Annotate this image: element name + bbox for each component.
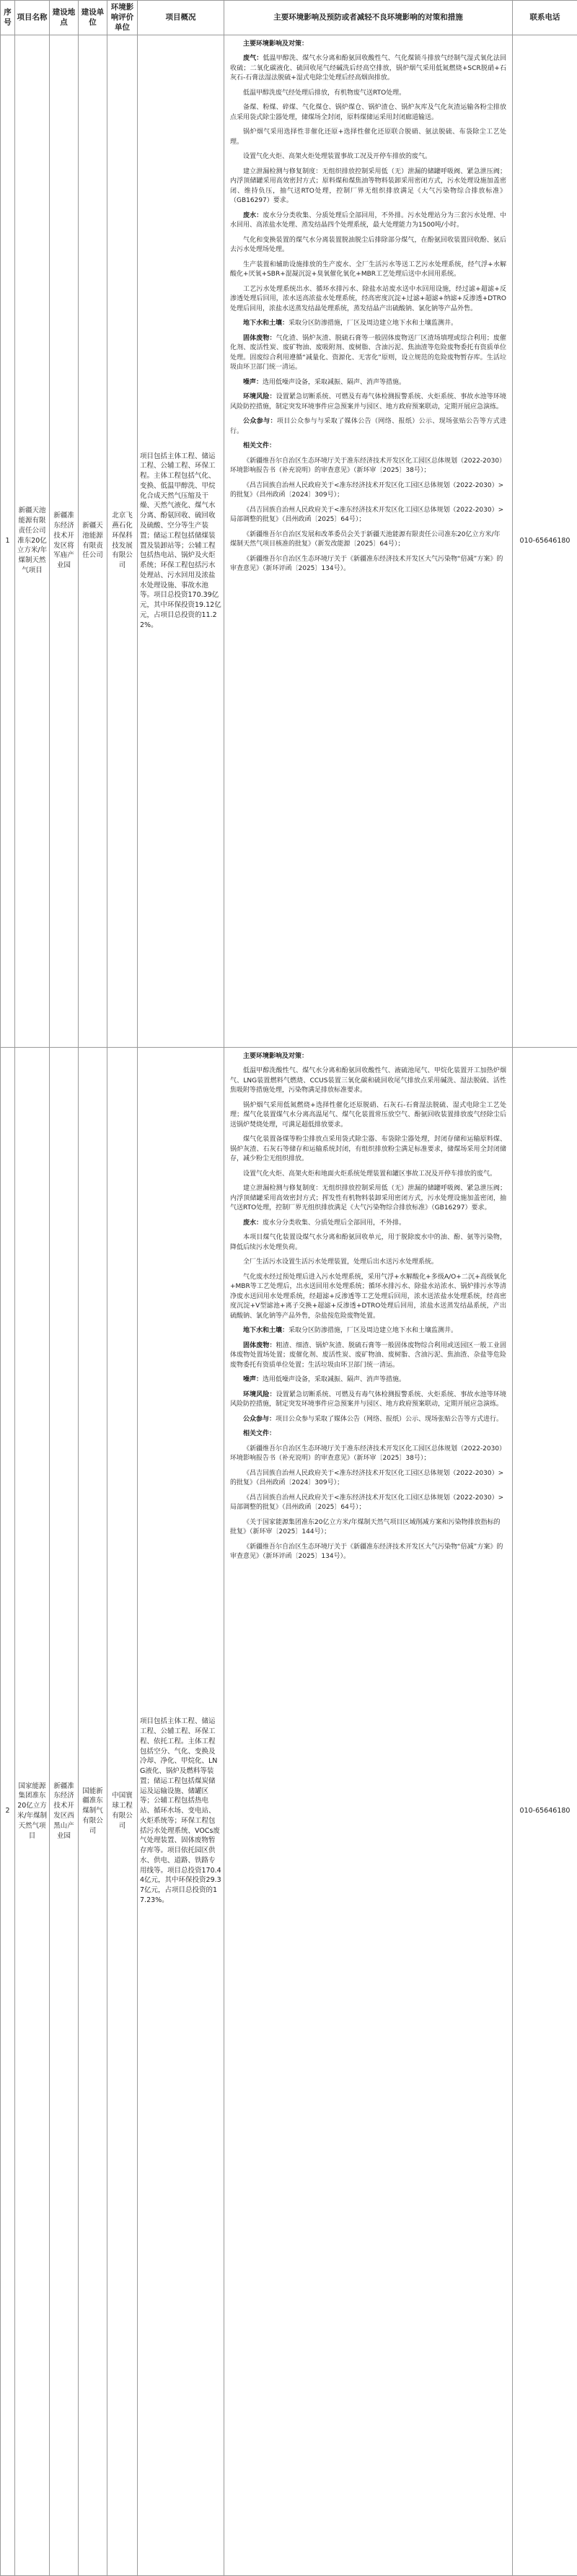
measure-text: 煤气化装置备煤等粉尘排放点采用袋式除尘器、布袋除尘器处理，封闭存储和运输原料煤、锅炉灰渣、石灰石等储存和运输系统封闭，有组织排放粉尘满足标准要求，储煤场采用全封闭储存，减少粉尘无组织排放。 <box>230 1136 506 1162</box>
measure-heading: 地下水和土壤： <box>243 320 288 327</box>
measure-text: 低温甲醇洗废气经处理后排放，有机物废气送RTO处理。 <box>243 89 405 97</box>
measure-text: 锅炉烟气采用低氮燃烧+选择性催化还原脱硝、石灰石-石膏湿法脱硫、湿式电除尘工艺处理；煤气化装置煤气水分离高温尾气、煤气化装置常压放空气、酚氨回收装置排放废气经除尘后送锅炉焚烧处理，可满足超低排放要求。 <box>230 1102 506 1129</box>
measure-paragraph <box>230 1341 506 1371</box>
measure-heading: 固体废物： <box>243 335 276 342</box>
measure-text: 本项目煤气化装置设煤气水分离和酚氨回收单元，用于脱除废水中的油、酚、氨等污染物，降低后续污水处理负荷。 <box>230 1234 506 1251</box>
measure-paragraph <box>230 1375 506 1385</box>
row-measures <box>224 35 513 1047</box>
reference-document: 《昌吉回族自治州人民政府关于<准东经济技术开发区化工园区总体规划（2022-2030）>局部调整的批复》（昌州政函〔2025〕64号）； <box>230 1494 506 1513</box>
measure-heading: 相关文件： <box>243 442 276 450</box>
measure-paragraph <box>230 378 506 388</box>
row-company: 新疆天池能源有限责任公司 <box>79 35 107 1047</box>
measure-text: 建立泄漏检测与修复制度：无组织排放控制采用低（无）泄漏的储罐呼吸阀、紧急泄压阀；内浮顶储罐采用高效密封方式；挥发性有机物料装卸采用密闭方式，污水处理设施加盖密闭，抽气送RTO处理，控制厂界无组织排放满足《大气污染物综合排放标准》（GB16297）要求。 <box>230 1185 506 1212</box>
row-location: 新疆准东经济技术开发区西黑山产业园 <box>50 1047 79 2575</box>
measure-text: 设置气化火炬、高架火炬处理装置事故工况及开停车排放的废气。 <box>243 153 431 160</box>
reference-document: 《新疆维吾尔自治区生态环境厅关于《新疆准东经济技术开发区大气污染物“倍减”方案》的审查意见》（新环评函〔2025〕134号）。 <box>230 555 506 574</box>
measure-heading: 环境风险： <box>243 1391 276 1398</box>
row-overview: 项目包括主体工程、储运工程、公辅工程、环保工程。主体工程包括气化、变换、低温甲醇洗、甲烷化合成天然气压缩及干燥、天然气液化、煤气水分离、酚氨回收、硫回收及硫酸、空分等生产装置；储运工程包括储煤装置及装卸站等；公辅工程包括热电站、锅炉及火炬系统；环保工程包括污水处理站、污水回用及浓盐水处理设施、事故水池等。项目总投资170.39亿元，其中环保投资19.12亿元，占项目总投资的11.22%。 <box>138 35 224 1047</box>
measure-text: 设置紧急切断系统、可燃及有毒气体检测报警系统、火炬系统、事故水池等环境风险防控措施，制定突发环境事件应急预案并与园区、地方政府预案联动，定期开展应急演练。 <box>230 1391 506 1409</box>
measure-text: 项目公众参与采取了媒体公告（网络、报纸）公示、现场张贴公告等方式进行。 <box>276 1416 503 1423</box>
table-row <box>1 1047 577 2575</box>
measure-paragraph <box>230 128 506 147</box>
measure-text: 采取分区防渗措施，厂区及周边建立地下水和土壤监测井。 <box>288 320 457 327</box>
measure-text: 建立泄漏检测与修复制度：无组织排放控制采用低（无）泄漏的储罐呼吸阀、紧急泄压阀；内浮顶储罐采用高效密封方式；原料煤和煤焦油等物料装卸采用密闭方式，污水处理设施加盖密闭、维持负压，抽气送RTO处理，控制厂界无组织排放满足《大气污染物综合排放标准》（GB16297）要求。 <box>230 168 506 205</box>
reference-document: 《昌吉回族自治州人民政府关于<准东经济技术开发区化工园区总体规划（2022-2030）>的批复》（昌州政函〔2024〕309号）； <box>230 481 506 501</box>
measure-paragraph <box>230 1390 506 1410</box>
reference-document: 《新疆维吾尔自治区生态环境厅关于准东经济技术开发区化工园区总体规划（2022-2030）环境影响报告书（补充说明）的审查意见》（新环审〔2025〕38号）； <box>230 1445 506 1464</box>
measure-paragraph <box>230 167 506 206</box>
reference-document: 《新疆维吾尔自治区发展和改革委员会关于新疆天池能源有限责任公司准东20亿立方米/年煤制天然气项目核准的批复》（新发改能源〔2025〕64号）； <box>230 530 506 550</box>
measure-heading: 环境风险： <box>243 393 276 400</box>
header-company: 建设单位 <box>79 1 107 35</box>
measure-paragraph <box>230 1101 506 1131</box>
header-location: 建设地点 <box>50 1 79 35</box>
measure-paragraph <box>230 89 506 99</box>
row-evaluator: 北京飞燕石化环保科技发展有限公司 <box>107 35 138 1047</box>
measure-text: 采取分区防渗措施，厂区及周边建立地下水和土壤监测井。 <box>288 1327 457 1334</box>
measure-text: 设置气化火炬、高架火炬和地面火炬系统处理装置和罐区事故工况及开停车排放的废气。 <box>243 1170 496 1178</box>
measure-text: 废水分分类收集、分质处理后全部回用，不外排。污水处理站分为三套污水处理、中水回用、高浓盐水处理、蒸发结晶四个处理系统，最大处理能力为1500吨/小时。 <box>230 212 506 229</box>
measure-paragraph <box>230 1415 506 1425</box>
header-seq: 序号 <box>1 1 15 35</box>
row-project-name: 国家能源集团准东20亿立方米/年煤制天然气项目 <box>15 1047 50 2575</box>
measure-paragraph <box>230 393 506 412</box>
row-seq: 2 <box>1 1047 15 2575</box>
row-phone: 010-65646180 <box>513 35 577 1047</box>
reference-document: 《昌吉回族自治州人民政府关于<准东经济技术开发区化工园区总体规划（2022-2030）>的批复》（昌州政函〔2024〕309号）； <box>230 1469 506 1489</box>
measure-text: 锅炉烟气采用选择性非催化还原+选择性催化还原联合脱硝、氨法脱硫、布袋除尘工艺处理。 <box>230 128 506 146</box>
measure-paragraph <box>230 1135 506 1165</box>
header-measures: 主要环境影响及预防或者减轻不良环境影响的对策和措施 <box>224 1 513 35</box>
reference-document: 《新疆维吾尔自治区生态环境厅关于《新疆准东经济技术开发区大气污染物“倍减”方案》的审查意见》（新环评函〔2025〕134号）。 <box>230 1543 506 1562</box>
measure-paragraph <box>230 260 506 280</box>
measure-heading: 公众参与： <box>243 418 277 425</box>
header-phone: 联系电话 <box>513 1 577 35</box>
measure-heading: 噪声： <box>243 1376 263 1383</box>
measure-text: 选用低噪声设备，采取减振、隔声、消声等措施。 <box>263 379 405 386</box>
measure-text: 低温甲醇洗酸性气、煤气水分离和酚氨回收酸性气、液硫池尾气、甲烷化装置开工加热炉烟气、LNG装置燃料气燃烧、CCUS装置三氧化碳和硫回收尾气排放点采用碱洗、湿法脱硫、活性焦吸附等措施处理，污染物满足排放标准要求。 <box>230 1067 506 1094</box>
measure-heading: 废气： <box>243 55 263 62</box>
measure-heading: 公众参与： <box>243 1416 276 1423</box>
reference-document: 《新疆维吾尔自治区生态环境厅关于准东经济技术开发区化工园区总体规划（2022-2030）环境影响报告书（补充说明）的审查意见》（新环审〔2025〕38号）； <box>230 457 506 476</box>
measure-paragraph <box>230 211 506 231</box>
measure-paragraph <box>230 1326 506 1336</box>
measure-paragraph <box>230 1233 506 1253</box>
row-evaluator: 中国寰球工程有限公司 <box>107 1047 138 2575</box>
measure-paragraph <box>230 285 506 315</box>
measure-paragraph <box>230 1170 506 1180</box>
measure-heading: 废水： <box>243 212 263 219</box>
measure-paragraph <box>230 236 506 255</box>
measure-text: 废水分分类收集、分质处理后全部回用，不外排。 <box>263 1219 405 1227</box>
measure-text: 气化和变换装置的煤气水分离装置脱油脱尘后排除部分煤气，在酚氨回收装置回收酚、氨后去污水处理场处理。 <box>230 237 506 254</box>
measure-text: 工艺污水处理系统出水、循环水排污水、除盐水站废水送中水回用设施，经过滤+超滤+反渗透处理后回用，浓水送高浓盐水处理系统，经高密度沉淀+过滤+超滤+纳滤+反渗透+DTRO处理后回用，浓盐水送蒸发结晶处理系统，蒸发结晶产出硫酸钠、氯化钠等产品外售。 <box>230 286 506 312</box>
row-location: 新疆准东经济技术开发区将军庙产业园 <box>50 35 79 1047</box>
measure-paragraph <box>230 103 506 123</box>
header-evaluator: 环境影响评价单位 <box>107 1 138 35</box>
header-row <box>1 1 577 35</box>
measure-text: 气化废水经过预处理后进入污水处理系统，采用气浮+水解酸化+多级A/O+二沉+高级氧化+MBR等工艺处理后，出水送回用水处理系统；循环水排污水、除盐水站浓水、锅炉排污水等清净废水送回用水处理系统，经超滤+反渗透等工艺处理后回用，浓水送浓盐水处理系统，经高密度沉淀+V型滤池+离子交换+超滤+反渗透+DTRO处理后回用，浓盐水送蒸发结晶系统，产出硫酸钠、氯化钠等产品外售，杂盐按危险废物处置。 <box>230 1274 506 1320</box>
measure-text: 项目公众参与与采取了媒体公告（网络、报纸）公示、现场张贴公告等方式进行。 <box>230 418 506 435</box>
reference-document: 《关于国家能源集团准东20亿立方米/年煤制天然气项目区域削减方案和污染物排放指标的批复》（新环审〔2025〕144号）； <box>230 1518 506 1538</box>
measure-heading: 相关文件： <box>243 1430 276 1437</box>
measure-heading: 主要环境影响及对策： <box>243 40 308 48</box>
reference-document: 《昌吉回族自治州人民政府关于<准东经济技术开发区化工园区总体规划（2022-2030）>局部调整的批复》（昌州政函〔2025〕64号）； <box>230 506 506 525</box>
row-company: 国能新疆准东煤制气有限公司 <box>79 1047 107 2575</box>
measure-paragraph <box>230 1273 506 1322</box>
measure-heading: 地下水和土壤： <box>243 1327 288 1334</box>
measure-text: 气化渣、锅炉灰渣、脱硫石膏等一般固体废物送厂区渣场填埋或综合利用；废催化剂、废活性炭、废矿物油、废吸附剂、废树脂、含油污泥、焦油渣等危险废物委托有资质单位处理。固废综合利用遵循“减量化、资源化、无害化”原则，设立规范的危险废物暂存库。生活垃圾由环卫部门统一清运。 <box>230 335 506 372</box>
row-overview: 项目包括主体工程、储运工程、公辅工程、环保工程、依托工程。主体工程包括空分、气化、变换及冷却、净化、甲烷化、LNG液化、锅炉及燃料等装置；储运工程包括煤炭储运及运输设施、储罐区等；公辅工程包括热电站、循环水场、变电站、火炬系统等；环保工程包括污水处理系统、VOCs废气处理装置、固体废物暂存库等。项目依托园区供水、供电、道路、铁路专用线等。项目总投资170.44亿元，其中环保投资29.37亿元，占项目总投资的17.23%。 <box>138 1047 224 2575</box>
measure-text: 设置紧急切断系统、可燃及有毒气体检测报警系统、火炬系统、事故水池等环境风险防控措施，制定突发环境事件应急预案并与园区、地方政府预案联动，定期开展应急演练。 <box>230 393 506 411</box>
measure-paragraph <box>230 1258 506 1268</box>
measure-paragraph <box>230 1184 506 1214</box>
row-seq: 1 <box>1 35 15 1047</box>
measure-paragraph <box>230 319 506 329</box>
measure-heading: 主要环境影响及对策： <box>243 1053 308 1060</box>
measure-paragraph <box>230 1429 506 1440</box>
row-project-name: 新疆天池能源有限责任公司准东20亿立方米/年煤制天然气项目 <box>15 35 50 1047</box>
measure-paragraph <box>230 1066 506 1096</box>
table-row <box>1 35 577 1047</box>
measure-text: 生产装置和辅助设施排放的生产废水、全厂生活污水等送工艺污水处理系统，经气浮+水解酸化+厌氧+SBR+混凝沉淀+臭氧催化氧化+MBR工艺处理后送中水回用系统。 <box>230 261 506 279</box>
measure-heading: 噪声： <box>243 379 263 386</box>
measure-heading: 固体废物： <box>243 1342 276 1349</box>
measure-text: 粗渣、细渣、锅炉灰渣、脱硫石膏等一般固体废物综合利用或送园区一般工业固体废物处置场处置；废催化剂、废活性炭、废矿物油、废树脂、含油污泥、焦油渣、杂盐等危险废物委托有资质单位处置；生活垃圾由环卫部门统一清运。 <box>230 1342 506 1369</box>
measure-paragraph <box>230 54 506 84</box>
measure-text: 备煤、粉煤、碎煤、气化煤仓、锅炉煤仓、锅炉渣仓、锅炉灰库及气化灰渣运输各粉尘排放点采用袋式除尘器处理，储煤场全封闭，原料煤储运采用封闭廊道输送。 <box>230 104 506 121</box>
header-name: 项目名称 <box>15 1 50 35</box>
measure-paragraph <box>230 1052 506 1062</box>
measure-text: 选用低噪声设备，采取减振、隔声、消声等措施。 <box>263 1376 405 1383</box>
measure-paragraph <box>230 1219 506 1229</box>
measure-text: 全厂生活污水设置生活污水处理装置，处理后出水送污水处理系统。 <box>243 1258 438 1266</box>
row-phone: 010-65646180 <box>513 1047 577 2575</box>
row-measures <box>224 1047 513 2575</box>
measure-heading: 废水： <box>243 1219 263 1227</box>
measure-paragraph <box>230 334 506 373</box>
measure-text: 低温甲醇洗、煤气水分离和酚氨回收酸性气、气化煤锁斗排放气经制气湿式氧化法回收硫；二氧化碳液化、硫回收尾气经碱洗后经高空排放，锅炉烟气采用低氮燃烧+SCR脱硝+石灰石-石膏法湿法脱硫+湿式电除尘处理后经高烟囱排放。 <box>230 55 506 82</box>
measure-paragraph <box>230 152 506 162</box>
measure-paragraph <box>230 442 506 452</box>
header-overview: 项目概况 <box>138 1 224 35</box>
measure-paragraph <box>230 417 506 437</box>
measure-paragraph <box>230 40 506 50</box>
